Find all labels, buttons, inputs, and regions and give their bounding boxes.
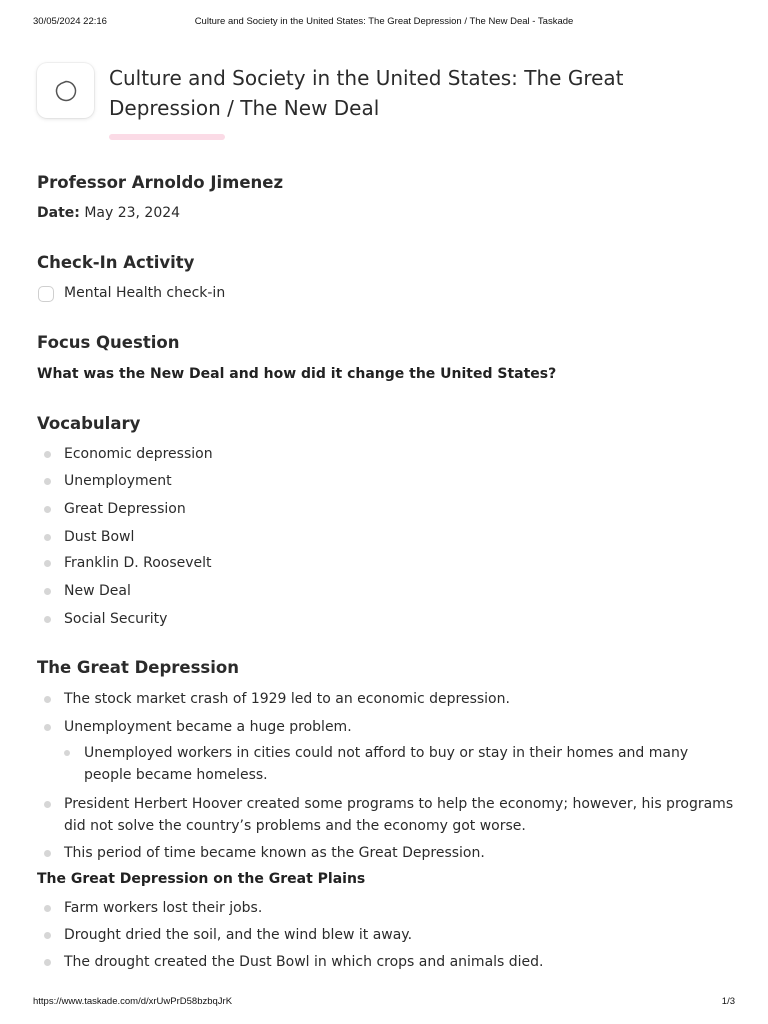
checklist-item[interactable] [37,285,225,301]
list-item: The drought created the Dust Bowl in which crops and animals died. [37,951,737,973]
document-icon-box [37,63,94,118]
checkin-heading: Check-In Activity [37,253,195,272]
bullet-dot [44,616,51,623]
list-item: Dust Bowl [37,526,737,548]
list-item: Unemployment became a huge problem. [37,716,737,738]
bullet-dot [64,750,70,756]
list-item: The stock market crash of 1929 led to an economic depression. [37,688,737,710]
title-accent-bar [109,134,225,140]
bullet-dot [44,478,51,485]
vocabulary-heading: Vocabulary [37,414,141,433]
list-item: This period of time became known as the Great Depression. [37,842,737,864]
taskade-circle-icon [54,79,78,103]
great-depression-heading: The Great Depression [37,658,239,677]
print-header [0,16,768,30]
print-page-number: 1/3 [721,996,735,1007]
checkbox[interactable] [38,286,54,302]
bullet-dot [44,506,51,513]
bullet-dot [44,560,51,567]
date-value: May 23, 2024 [84,205,181,221]
bullet-dot [44,850,51,857]
print-url[interactable]: https://www.taskade.com/d/xrUwPrD58bzbqJrK [33,996,233,1007]
bullet-dot [44,451,51,458]
print-datetime: 30/05/2024 22:16 [33,16,107,27]
great-plains-heading: The Great Depression on the Great Plains [37,871,366,887]
list-item: Social Security [37,608,737,630]
list-item: New Deal [37,580,737,602]
bullet-dot [44,905,51,912]
list-item: Drought dried the soil, and the wind blew it away. [37,924,737,946]
bullet-dot [44,588,51,595]
print-page-title: Culture and Society in the United States: The Great Depression / The New Deal - Taskade [194,16,574,27]
list-item: Great Depression [37,498,737,520]
focus-heading: Focus Question [37,333,180,352]
professor-heading: Professor Arnoldo Jimenez [37,173,284,192]
bullet-dot [44,801,51,808]
list-item: Economic depression [37,443,737,465]
list-item: Unemployed workers in cities could not afford to buy or stay in their homes and many people became homeless. [37,742,737,786]
bullet-dot [44,932,51,939]
bullet-dot [44,959,51,966]
list-item: President Herbert Hoover created some programs to help the economy; however, his programs did not solve the country’s problems and the economy got worse. [37,793,737,837]
list-item: Franklin D. Roosevelt [37,552,737,574]
focus-question: What was the New Deal and how did it change the United States? [37,366,557,382]
checklist-item-label: Mental Health check-in [64,285,226,301]
date-label: Date: [37,205,80,221]
document-title: Culture and Society in the United States: The Great Depression / The New Deal [109,66,624,120]
bullet-dot [44,534,51,541]
print-footer [0,996,768,1010]
list-item: Unemployment [37,470,737,492]
list-item: Farm workers lost their jobs. [37,897,737,919]
date-line [37,205,180,221]
bullet-dot [44,724,51,731]
bullet-dot [44,696,51,703]
